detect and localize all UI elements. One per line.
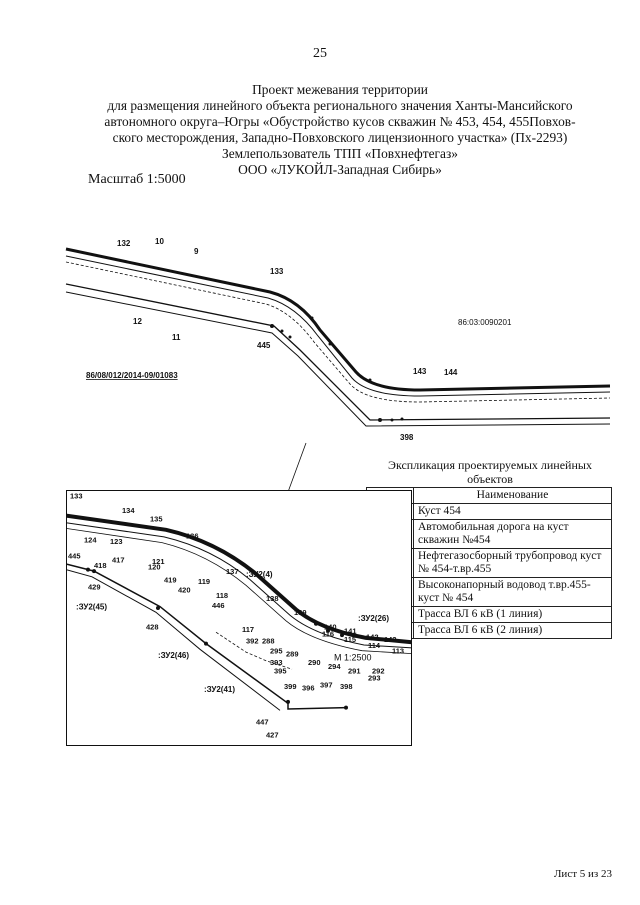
pipeline-line xyxy=(66,262,610,402)
col-header-name: Наименование xyxy=(414,488,612,504)
zone-label: :ЗУ2(26) xyxy=(358,613,390,623)
inset-point-label: 295 xyxy=(270,646,283,656)
inset-point-label: 445 xyxy=(68,551,81,561)
point-label: 132 xyxy=(117,239,131,248)
cadastral-parcel: 86/08/012/2014-09/01083 xyxy=(86,371,178,380)
point-label: 11 xyxy=(172,333,181,342)
diagonal-leader xyxy=(288,443,306,492)
inset-point-label: 419 xyxy=(164,575,177,585)
inset-point-label: 140 xyxy=(324,622,337,632)
inset-point-label: 417 xyxy=(112,555,125,565)
point-label: 12 xyxy=(133,317,142,326)
point-label: 133 xyxy=(270,267,284,276)
title-line: Землепользователь ТПП «Повхнефтегаз» xyxy=(222,146,458,161)
point-label: 143 xyxy=(413,367,427,376)
inset-point-label: 141 xyxy=(344,626,357,636)
inset-point-label: 396 xyxy=(302,683,315,693)
inset-point-label: 294 xyxy=(328,662,341,672)
inset-point-label: 138 xyxy=(266,593,279,603)
inset-point-label: 429 xyxy=(88,582,101,592)
inset-point-label: 288 xyxy=(262,636,275,646)
row-name: Нефтегазосборный трубопровод куст № 454-т.вр.455 xyxy=(414,549,612,578)
cadastral-block: 86:03:0090201 xyxy=(458,318,512,327)
inset-point-label: 292 xyxy=(372,666,385,676)
inset-point-label: 137 xyxy=(226,566,239,576)
inset-point-label: 124 xyxy=(84,535,97,545)
inset-point-label: 397 xyxy=(320,680,333,690)
inset-point-label: 427 xyxy=(266,730,279,740)
inset-point-label: 447 xyxy=(256,717,269,727)
inset-point-label: 290 xyxy=(308,657,321,667)
inset-point-label: 136 xyxy=(186,531,199,541)
inset-point-label: 116 xyxy=(322,629,335,639)
inset-point-label: 114 xyxy=(368,640,381,650)
inset-point-label: 399 xyxy=(284,682,297,692)
inset-point-label: 134 xyxy=(122,505,135,515)
row-name: Куст 454 xyxy=(414,504,612,520)
inset-point-label: 293 xyxy=(368,673,381,683)
scale-label: Масштаб 1:5000 xyxy=(88,172,186,187)
inset-map xyxy=(66,490,412,746)
title-line: для размещения линейного объекта регионального значения Ханты-Мансийского xyxy=(107,98,573,113)
sheet-number: Лист 5 из 23 xyxy=(553,868,612,880)
zone-label: :ЗУ2(4) xyxy=(246,569,273,579)
row-name: Трасса ВЛ 6 кВ (1 линия) xyxy=(414,607,612,623)
inset-point-label: 115 xyxy=(344,635,357,645)
inset-point-label: 446 xyxy=(212,601,225,610)
row-name: Высоконапорный водовод т.вр.455-куст № 454 xyxy=(414,578,612,607)
inset-point-label: 121 xyxy=(152,557,165,566)
point-label: 445 xyxy=(257,341,271,350)
zone-label: :ЗУ2(41) xyxy=(204,685,236,694)
power-line-2 xyxy=(66,292,610,426)
row-name: Трасса ВЛ 6 кВ (2 линия) xyxy=(414,623,612,639)
inset-point-label: 291 xyxy=(348,666,361,676)
inset-point-label: 117 xyxy=(242,625,255,635)
inset-point-label: 420 xyxy=(178,585,191,595)
point-label: 9 xyxy=(194,247,199,256)
inset-point-label: 428 xyxy=(146,622,159,632)
inset-point-label: 393 xyxy=(270,657,283,667)
inset-point-label: 135 xyxy=(150,514,163,524)
zone-label: :ЗУ2(46) xyxy=(158,650,190,660)
inset-point-label: 120 xyxy=(148,562,161,572)
explication-title: Экспликация проектируемых линейных объектов xyxy=(388,458,592,486)
title-line: ООО «ЛУКОЙЛ-Западная Сибирь» xyxy=(238,162,442,177)
inset-point-label: 143 xyxy=(384,635,397,645)
road-line xyxy=(66,249,610,390)
point-label: 144 xyxy=(444,368,458,377)
inset-point-label: 123 xyxy=(110,537,123,546)
inset-point-label: 395 xyxy=(274,666,287,676)
inset-point-label: 418 xyxy=(94,561,107,571)
inset-point-label: 133 xyxy=(70,491,83,501)
inset-point-label: 398 xyxy=(340,682,353,692)
zone-label: :ЗУ2(45) xyxy=(76,602,108,612)
inset-point-label: 119 xyxy=(198,576,211,586)
inset-point-label: 289 xyxy=(286,649,299,659)
title-line: автономного округа–Югры «Обустройство кусов скважин № 453, 454, 455Повхов- xyxy=(104,114,576,129)
inset-point-label: 139 xyxy=(294,608,307,618)
inset-point-label: 392 xyxy=(246,636,259,646)
inset-point-label: 113 xyxy=(392,646,405,656)
point-label: 10 xyxy=(155,237,164,246)
inset-point-label: 118 xyxy=(216,591,229,601)
inset-scale: М 1:2500 xyxy=(334,652,372,663)
page-number: 25 xyxy=(313,46,327,61)
row-name: Автомобильная дорога на куст скважин №454 xyxy=(414,520,612,549)
point-label: 398 xyxy=(400,433,414,442)
inset-point-label: 142 xyxy=(366,632,379,642)
title-line: Проект межевания территории xyxy=(252,82,428,97)
title-line: ского месторождения, Западно-Повховского лицензионного участка» (Пх-2293) xyxy=(112,130,568,145)
